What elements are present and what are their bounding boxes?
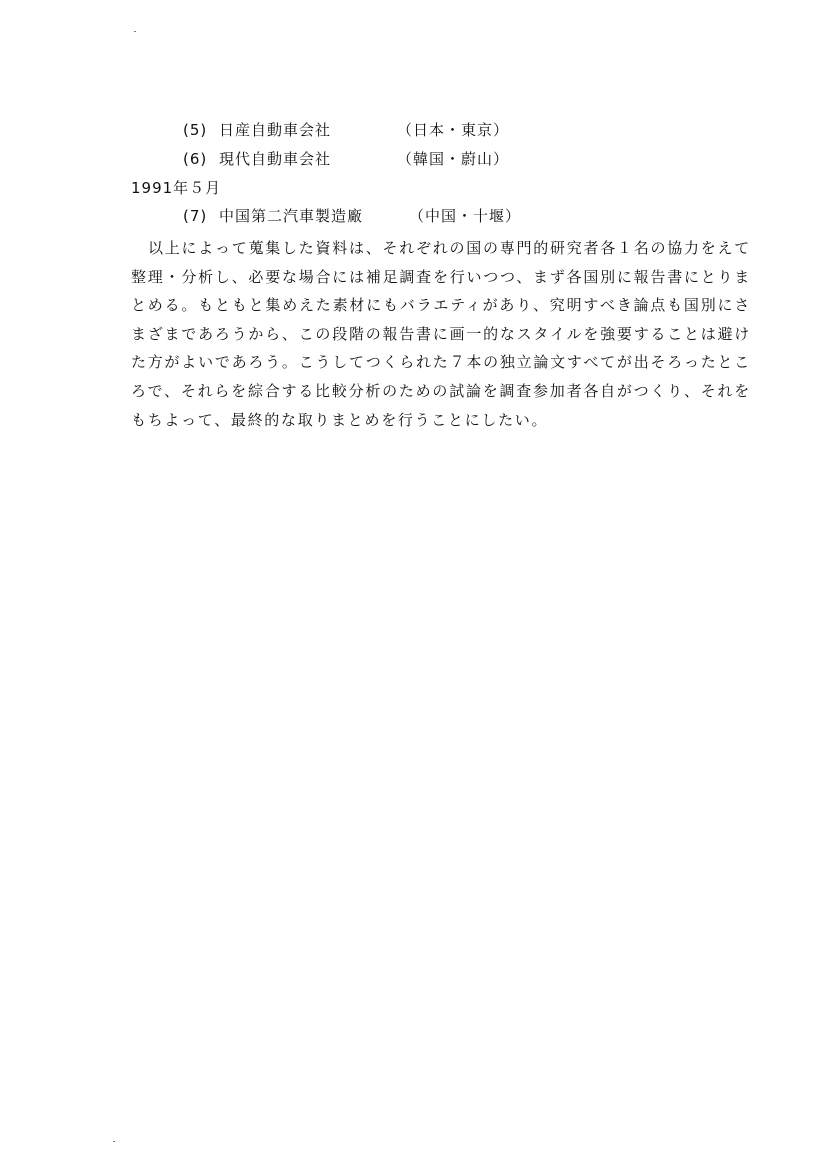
company-location: （韓国・蔚山） xyxy=(397,150,510,168)
item-number: (7) xyxy=(183,207,208,225)
list-item xyxy=(183,206,521,226)
list-item xyxy=(183,120,509,140)
scan-speck xyxy=(113,1141,115,1142)
company-name: 日産自動車会社 xyxy=(219,121,332,139)
body-paragraph: 以上によって蒐集した資料は、それぞれの国の専門的研究者各１名の協力をえて整理・分析し、必要な場合には補足調査を行いつつ、まず各国別に報告書にとりまとめる。もともと集めえた素材にもバラエティがあり、究明すべき論点も国別にさまざまであろうから、この段階の報告書に画一的なスタイルを強要することは避けた方がよいであろう。こうしてつくられた７本の独立論文すべてが出そろったところで、それらを綜合する比較分析のための試論を調査参加者各自がつくり、それをもちよって、最終的な取りまとめを行うことにしたい。 xyxy=(131,239,751,429)
company-location: （中国・十堰） xyxy=(409,207,522,225)
item-number: (5) xyxy=(183,121,208,139)
company-name: 中国第二汽車製造廠 xyxy=(219,207,364,225)
item-number: (6) xyxy=(183,150,208,168)
list-item xyxy=(183,149,509,169)
scan-speck xyxy=(134,31,136,32)
company-location: （日本・東京） xyxy=(397,121,510,139)
date-heading: 1991年５月 xyxy=(131,179,222,197)
company-name: 現代自動車会社 xyxy=(219,150,332,168)
